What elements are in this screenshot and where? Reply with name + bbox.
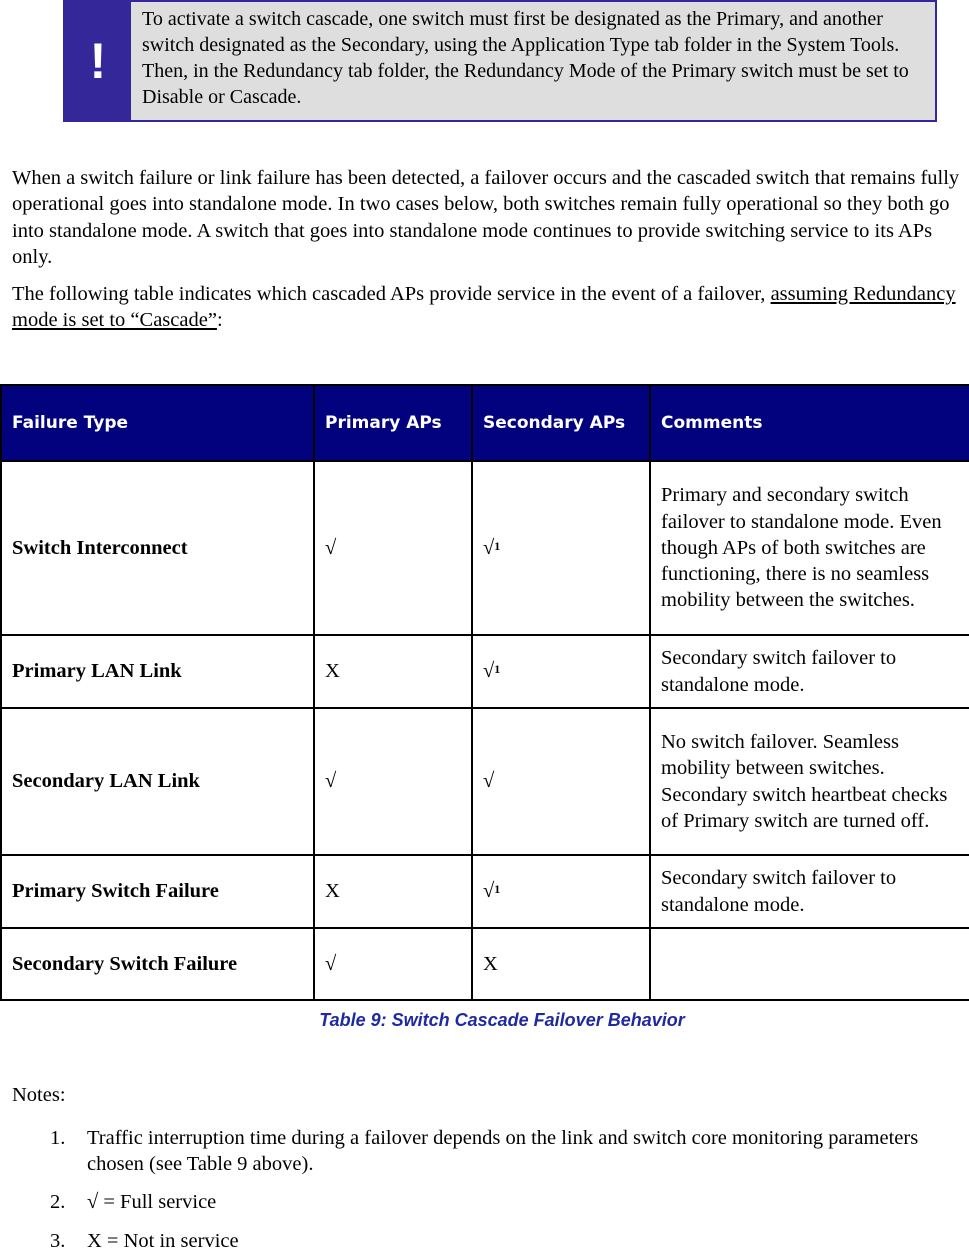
primary-aps-cell: X (314, 635, 472, 708)
note-text: √ = Full service (87, 1191, 217, 1213)
comment-cell: No switch failover. Seamless mobility between switches. Secondary switch heartbeat checks of Primary switch are turned off. (650, 708, 969, 855)
table-intro-underlined: assuming Redundancy mode is set to “Cascade” (12, 283, 956, 332)
table-intro-paragraph (12, 281, 969, 334)
comment-cell: Secondary switch failover to standalone mode. (650, 855, 969, 928)
failure-type-cell: Switch Interconnect (1, 461, 314, 635)
secondary-aps-value: X (483, 952, 498, 975)
header-comments: Comments (650, 385, 969, 461)
note-number: 1. (50, 1127, 66, 1149)
secondary-aps-cell (472, 928, 650, 1000)
notice-box (63, 0, 937, 122)
comment-cell (650, 928, 969, 1000)
comment-cell: Secondary switch failover to standalone mode. (650, 635, 969, 708)
table-row (1, 928, 969, 1000)
primary-aps-cell: √ (314, 708, 472, 855)
table-intro-text: The following table indicates which cascaded APs provide service in the event of a failover, (12, 283, 771, 305)
note-item (50, 1189, 217, 1215)
secondary-aps-cell (472, 635, 650, 708)
failure-type-cell: Secondary Switch Failure (1, 928, 314, 1000)
note-item (50, 1228, 239, 1254)
table-row (1, 855, 969, 928)
primary-aps-cell: X (314, 855, 472, 928)
header-primary-aps: Primary APs (314, 385, 472, 461)
secondary-aps-cell (472, 855, 650, 928)
note-number: 2. (50, 1191, 66, 1213)
note-text: X = Not in service (87, 1230, 239, 1252)
secondary-aps-value: √ (483, 660, 495, 683)
primary-aps-cell: √ (314, 928, 472, 1000)
intro-paragraph: When a switch failure or link failure has been detected, a failover occurs and the cascaded switch that remains fully operational goes into standalone mode. In two cases below, both switches remain fully operational so they both go into standalone mode. A switch that goes into standalone mode continues to provide switching service to its APs only. (12, 167, 960, 268)
note-text: Traffic interruption time during a failover depends on the link and switch core monitoring parameters chosen (see Table 9 above). (87, 1127, 919, 1176)
footnote-marker: 1 (494, 882, 501, 897)
comment-cell: Primary and secondary switch failover to standalone mode. Even though APs of both switches are functioning, there is no seamless mobility between the switches. (650, 461, 969, 635)
failure-type-cell: Secondary LAN Link (1, 708, 314, 855)
table-row (1, 461, 969, 635)
header-failure-type: Failure Type (1, 385, 314, 461)
header-secondary-aps: Secondary APs (472, 385, 650, 461)
table-intro-end: : (216, 309, 223, 332)
table-header-row (1, 385, 969, 461)
notice-text: To activate a switch cascade, one switch must first be designated as the Primary, and another switch designated as the Secondary, using the Application Type tab folder in the System Tools. Then, in the Redundancy tab folder, the Redundancy Mode of the Primary switch must be set to Disable or Cascade. (142, 8, 909, 108)
secondary-aps-value: √ (483, 880, 495, 903)
note-item (50, 1125, 919, 1176)
footnote-marker: 1 (494, 538, 501, 553)
secondary-aps-cell (472, 708, 650, 855)
failover-table (0, 384, 969, 1001)
footnote-marker: 1 (494, 662, 501, 677)
failure-type-cell: Primary LAN Link (1, 635, 314, 708)
secondary-aps-value: √ (483, 536, 495, 559)
table-row (1, 635, 969, 708)
notes-title: Notes: (12, 1084, 66, 1106)
secondary-aps-cell (472, 461, 650, 635)
primary-aps-cell: √ (314, 461, 472, 635)
table-caption: Table 9: Switch Cascade Failover Behavior (319, 1010, 685, 1030)
table-row (1, 708, 969, 855)
failure-type-cell: Primary Switch Failure (1, 855, 314, 928)
secondary-aps-value: √ (483, 770, 495, 793)
note-number: 3. (50, 1230, 66, 1252)
exclamation-icon: ! (65, 2, 131, 120)
